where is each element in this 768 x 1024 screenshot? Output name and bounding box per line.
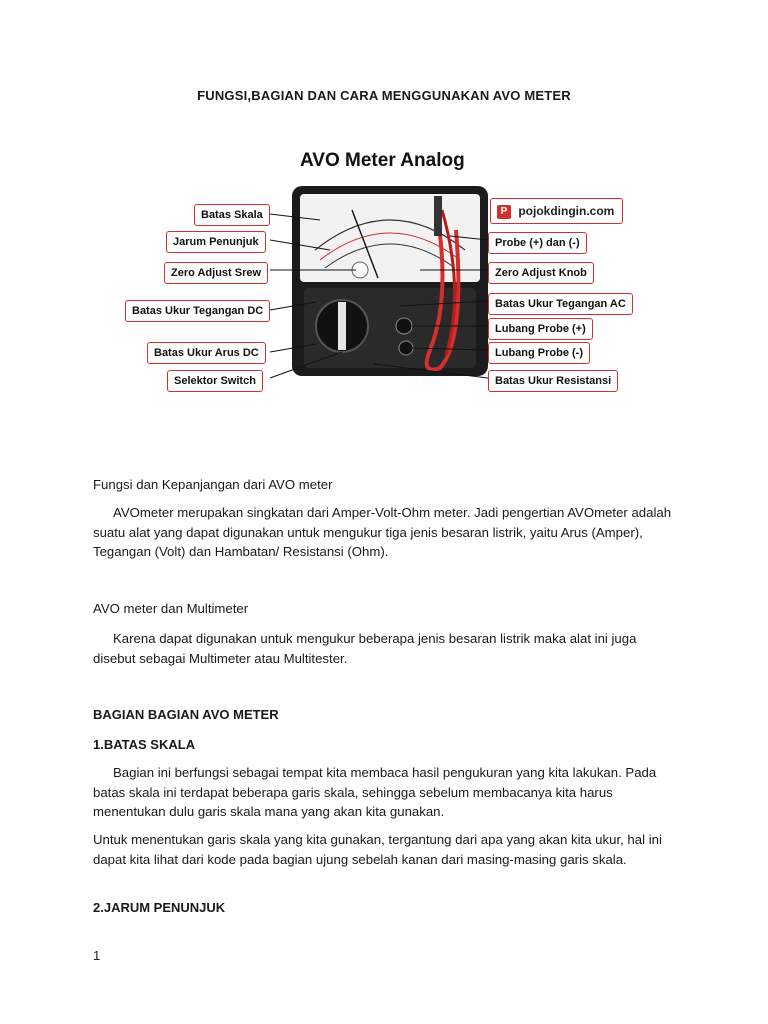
document-title: FUNGSI,BAGIAN DAN CARA MENGGUNAKAN AVO METER [197,88,571,103]
section-heading-multimeter: AVO meter dan Multimeter [93,601,249,616]
figure-heading: AVO Meter Analog [300,150,465,171]
label-batas-ukur-tegangan-ac: Batas Ukur Tegangan AC [488,293,633,315]
brand-label [490,198,623,224]
label-zero-adjust-knob: Zero Adjust Knob [488,262,594,284]
paragraph-batas-skala-1: Bagian ini berfungsi sebagai tempat kita membaca hasil pengukuran yang kita lakukan. Pada batas skala ini terdapat beberapa garis skala, sehingga sebelum membacanya kita harus menentukan dulu garis skala mana yang akan kita gunakan. [93,765,657,819]
label-jarum-penunjuk: Jarum Penunjuk [166,231,266,253]
section-heading-bagian: BAGIAN BAGIAN AVO METER [93,707,279,722]
label-batas-skala: Batas Skala [194,204,270,226]
section-heading-batas-skala: 1.BATAS SKALA [93,737,196,752]
paragraph-batas-skala-2: Untuk menentukan garis skala yang kita gunakan, tergantung dari apa yang akan kita ukur, hal ini dapat kita lihat dari kode pada bagian ujung sebelah kanan dari masing-masing garis skala. [93,832,662,867]
label-probe: Probe (+) dan (-) [488,232,587,254]
label-batas-ukur-tegangan-dc: Batas Ukur Tegangan DC [125,300,270,322]
label-lubang-probe-minus: Lubang Probe (-) [488,342,590,364]
brand-logo-icon: P [497,205,511,219]
section-heading-jarum-penunjuk: 2.JARUM PENUNJUK [93,900,226,915]
paragraph-fungsi: AVOmeter merupakan singkatan dari Amper-Volt-Ohm meter. Jadi pengertian AVOmeter adalah suatu alat yang dapat digunakan untuk mengukur tiga jenis besaran listrik, yaitu Arus (Amper), Tegangan (Volt) dan Hambatan/ Resistansi (Ohm). [93,505,672,559]
label-zero-adjust-srew: Zero Adjust Srew [164,262,268,284]
label-selektor-switch: Selektor Switch [167,370,263,392]
label-batas-ukur-arus-dc: Batas Ukur Arus DC [147,342,266,364]
paragraph-multimeter: Karena dapat digunakan untuk mengukur beberapa jenis besaran listrik maka alat ini juga disebut sebagai Multimeter atau Multitester. [93,631,637,666]
section-heading-fungsi: Fungsi dan Kepanjangan dari AVO meter [93,477,333,492]
label-batas-ukur-resistansi: Batas Ukur Resistansi [488,370,618,392]
brand-text: pojokdingin.com [518,204,615,218]
label-lubang-probe-plus: Lubang Probe (+) [488,318,593,340]
page-number: 1 [93,948,101,963]
